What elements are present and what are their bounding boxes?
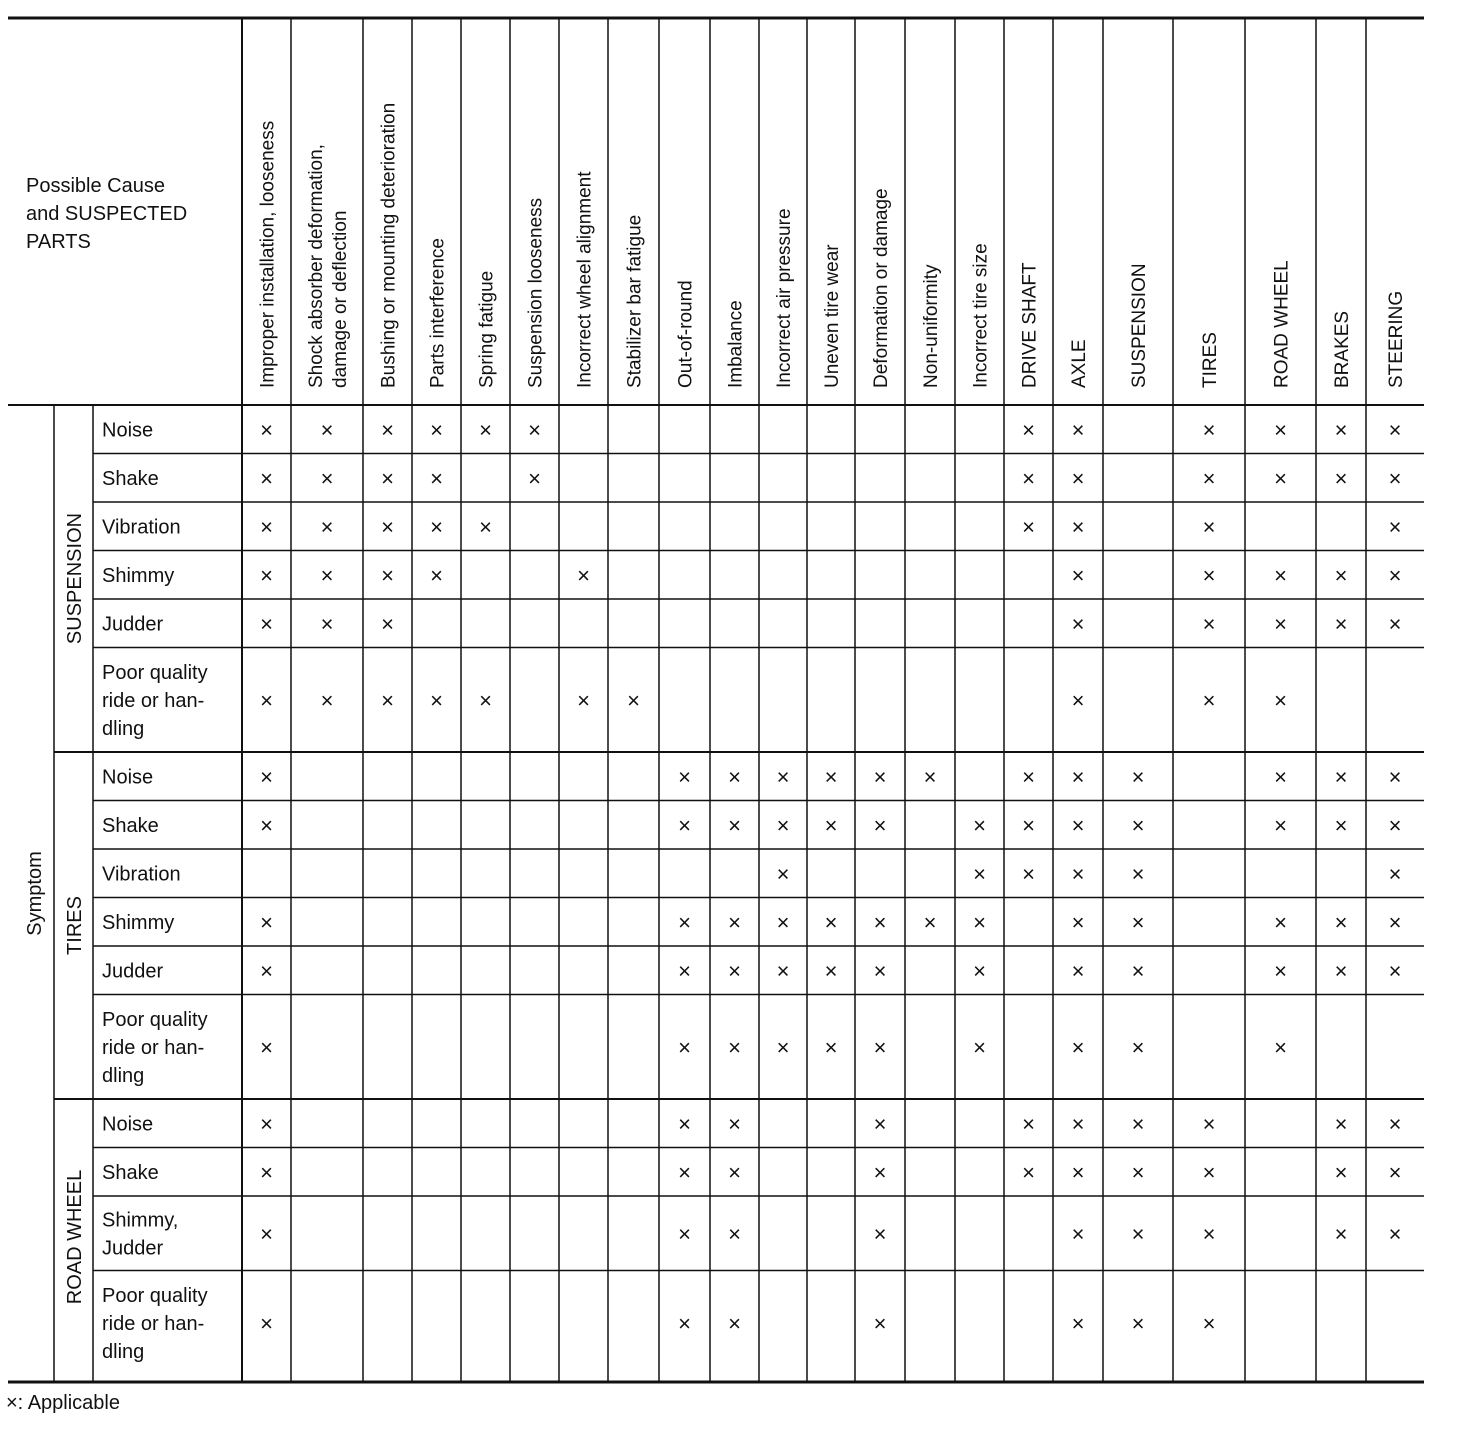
applicable-mark: × (728, 1159, 741, 1185)
applicable-mark: × (973, 861, 986, 887)
applicable-mark: × (1334, 562, 1348, 588)
applicable-mark: × (1022, 417, 1035, 443)
column-header: Bushing or mounting deterioration (378, 102, 400, 388)
applicable-mark: × (260, 417, 273, 443)
column-header: Improper installation, looseness (257, 120, 279, 388)
applicable-mark: × (320, 562, 334, 588)
applicable-mark: × (381, 417, 394, 443)
column-header: Uneven tire wear (822, 244, 843, 388)
applicable-mark: × (430, 687, 443, 713)
applicable-mark: × (1071, 812, 1085, 838)
applicable-mark: × (776, 909, 790, 935)
column-header: Shock absorber deformation, damage or deflection (306, 144, 351, 388)
applicable-mark: × (973, 812, 986, 838)
applicable-mark: × (260, 611, 273, 637)
applicable-mark: × (1388, 909, 1402, 935)
applicable-mark: × (776, 812, 790, 838)
row-label: Shimmy, Judder (102, 1209, 179, 1260)
applicable-mark: × (824, 812, 838, 838)
applicable-mark: × (1022, 861, 1035, 887)
applicable-mark: × (260, 1111, 273, 1137)
applicable-mark: × (1388, 514, 1402, 540)
applicable-mark: × (320, 611, 334, 637)
applicable-mark: × (873, 764, 887, 790)
applicable-mark: × (1388, 562, 1402, 588)
applicable-mark: × (873, 1159, 887, 1185)
applicable-mark: × (1388, 417, 1402, 443)
row-label: Shimmy (102, 564, 175, 587)
column-header: Parts interference (427, 238, 449, 388)
group-label: ROAD WHEEL (64, 1169, 86, 1305)
column-header: Spring fatigue (476, 270, 498, 388)
row-label: Poor quality ride or han-dling (102, 1284, 208, 1363)
group-label: SUSPENSION (64, 512, 86, 645)
applicable-mark: × (873, 1034, 887, 1060)
applicable-mark: × (1388, 958, 1402, 984)
column-header: Incorrect wheel alignment (574, 171, 596, 388)
column-header: STEERING (1386, 290, 1407, 388)
applicable-mark: × (1022, 465, 1035, 491)
applicable-mark: × (1022, 1111, 1035, 1137)
applicable-mark: × (1274, 687, 1287, 713)
column-header: Stabilizer bar fatigue (624, 214, 646, 388)
applicable-mark: × (873, 958, 887, 984)
applicable-mark: × (1202, 562, 1216, 588)
corner-label: Possible Cause and SUSPECTED PARTS (26, 175, 188, 253)
applicable-mark: × (973, 909, 986, 935)
applicable-mark: × (1388, 1111, 1402, 1137)
applicable-mark: × (1071, 958, 1085, 984)
applicable-mark: × (260, 514, 273, 540)
applicable-mark: × (1071, 1159, 1085, 1185)
applicable-mark: × (1274, 812, 1287, 838)
applicable-mark: × (320, 514, 334, 540)
applicable-mark: × (776, 958, 790, 984)
applicable-mark: × (1334, 611, 1348, 637)
applicable-mark: × (627, 687, 640, 713)
symptom-label: Symptom (24, 851, 46, 936)
applicable-mark: × (577, 687, 590, 713)
applicable-mark: × (728, 958, 741, 984)
applicable-mark: × (1202, 465, 1216, 491)
applicable-mark: × (1071, 1111, 1085, 1137)
applicable-mark: × (1202, 1159, 1216, 1185)
applicable-mark: × (678, 764, 691, 790)
applicable-mark: × (728, 812, 741, 838)
column-header: Out-of-round (675, 280, 697, 388)
row-label: Shake (102, 1161, 159, 1184)
applicable-mark: × (430, 562, 443, 588)
applicable-mark: × (1022, 812, 1035, 838)
applicable-mark: × (1022, 764, 1035, 790)
applicable-mark: × (873, 812, 887, 838)
applicable-mark: × (1388, 861, 1402, 887)
applicable-mark: × (728, 1034, 741, 1060)
applicable-mark: × (1202, 417, 1216, 443)
applicable-mark: × (728, 1310, 741, 1336)
applicable-mark: × (1071, 861, 1085, 887)
applicable-mark: × (1334, 1159, 1348, 1185)
applicable-mark: × (1131, 1310, 1145, 1336)
applicable-mark: × (260, 687, 273, 713)
applicable-mark: × (1334, 909, 1348, 935)
applicable-mark: × (381, 562, 394, 588)
applicable-mark: × (1274, 1034, 1287, 1060)
applicable-mark: × (1274, 465, 1287, 491)
applicable-mark: × (320, 417, 334, 443)
applicable-mark: × (1071, 417, 1085, 443)
applicable-mark: × (728, 1111, 741, 1137)
column-header: Deformation or damage (871, 188, 892, 388)
column-header: AXLE (1069, 339, 1090, 388)
applicable-mark: × (1131, 1221, 1145, 1247)
applicable-mark: × (678, 1159, 691, 1185)
applicable-mark: × (728, 909, 741, 935)
applicable-mark: × (260, 764, 273, 790)
applicable-mark: × (1388, 1221, 1402, 1247)
applicable-mark: × (728, 764, 741, 790)
applicable-mark: × (1071, 611, 1085, 637)
applicable-mark: × (1202, 687, 1216, 713)
column-header: TIRES (1200, 332, 1221, 388)
applicable-mark: × (923, 764, 937, 790)
applicable-mark: × (1334, 417, 1348, 443)
applicable-mark: × (973, 958, 986, 984)
applicable-mark: × (320, 465, 334, 491)
applicable-mark: × (1202, 1310, 1216, 1336)
applicable-mark: × (1274, 611, 1287, 637)
applicable-mark: × (1334, 958, 1348, 984)
applicable-mark: × (873, 909, 887, 935)
applicable-mark: × (1202, 514, 1216, 540)
row-label: Judder (102, 613, 164, 636)
applicable-mark: × (873, 1221, 887, 1247)
row-label: Poor quality ride or han-dling (102, 1008, 208, 1087)
applicable-mark: × (1131, 958, 1145, 984)
column-header: BRAKES (1332, 310, 1353, 388)
applicable-mark: × (1274, 909, 1287, 935)
column-header: SUSPENSION (1129, 263, 1150, 388)
applicable-mark: × (728, 1221, 741, 1247)
applicable-mark: × (1388, 1159, 1402, 1185)
applicable-mark: × (1071, 764, 1085, 790)
applicable-mark: × (577, 562, 590, 588)
applicable-mark: × (1334, 1111, 1348, 1137)
applicable-mark: × (824, 764, 838, 790)
row-label: Shake (102, 467, 159, 490)
row-label: Noise (102, 766, 154, 789)
applicable-mark: × (260, 1310, 273, 1336)
row-label: Vibration (102, 516, 181, 539)
applicable-mark: × (1334, 764, 1348, 790)
applicable-mark: × (678, 909, 691, 935)
applicable-mark: × (1131, 1159, 1145, 1185)
applicable-mark: × (1388, 611, 1402, 637)
applicable-mark: × (260, 1159, 273, 1185)
applicable-mark: × (1071, 687, 1085, 713)
legend-note: ×: Applicable (6, 1392, 120, 1414)
applicable-mark: × (528, 417, 541, 443)
column-header: Incorrect air pressure (774, 208, 795, 388)
group-label: TIRES (64, 896, 86, 955)
applicable-mark: × (776, 861, 790, 887)
applicable-mark: × (1388, 812, 1402, 838)
column-header: DRIVE SHAFT (1019, 262, 1041, 388)
applicable-mark: × (1131, 1034, 1145, 1060)
applicable-mark: × (678, 1221, 691, 1247)
row-label: Noise (102, 1113, 154, 1136)
applicable-mark: × (873, 1111, 887, 1137)
applicable-mark: × (1274, 764, 1287, 790)
applicable-mark: × (824, 958, 838, 984)
applicable-mark: × (260, 1221, 273, 1247)
applicable-mark: × (1071, 562, 1085, 588)
applicable-mark: × (381, 611, 394, 637)
applicable-mark: × (1274, 958, 1287, 984)
row-label: Judder (102, 960, 164, 983)
applicable-mark: × (1022, 514, 1035, 540)
applicable-mark: × (430, 465, 443, 491)
applicable-mark: × (479, 687, 492, 713)
applicable-mark: × (320, 687, 334, 713)
applicable-mark: × (1334, 1221, 1348, 1247)
row-label: Shake (102, 814, 159, 837)
applicable-mark: × (1274, 562, 1287, 588)
applicable-mark: × (260, 562, 273, 588)
applicable-mark: × (1131, 812, 1145, 838)
applicable-mark: × (528, 465, 541, 491)
applicable-mark: × (678, 812, 691, 838)
applicable-mark: × (776, 764, 790, 790)
applicable-mark: × (381, 687, 394, 713)
applicable-mark: × (776, 1034, 790, 1060)
applicable-mark: × (381, 465, 394, 491)
applicable-mark: × (260, 812, 273, 838)
applicable-mark: × (1071, 1310, 1085, 1336)
column-header: Imbalance (725, 300, 747, 388)
applicable-mark: × (1071, 514, 1085, 540)
column-header: ROAD WHEEL (1271, 260, 1293, 388)
applicable-mark: × (260, 958, 273, 984)
applicable-mark: × (1131, 861, 1145, 887)
applicable-mark: × (1022, 1159, 1035, 1185)
applicable-mark: × (1202, 1111, 1216, 1137)
applicable-mark: × (1334, 812, 1348, 838)
applicable-mark: × (873, 1310, 887, 1336)
applicable-mark: × (381, 514, 394, 540)
applicable-mark: × (678, 958, 691, 984)
applicable-mark: × (1388, 764, 1402, 790)
applicable-mark: × (479, 417, 492, 443)
applicable-mark: × (678, 1034, 691, 1060)
applicable-mark: × (923, 909, 937, 935)
column-header: Suspension looseness (525, 197, 547, 388)
applicable-mark: × (678, 1310, 691, 1336)
applicable-mark: × (1071, 465, 1085, 491)
applicable-mark: × (479, 514, 492, 540)
applicable-mark: × (1071, 909, 1085, 935)
applicable-mark: × (430, 514, 443, 540)
applicable-mark: × (1202, 1221, 1216, 1247)
applicable-mark: × (1274, 417, 1287, 443)
column-header: Incorrect tire size (970, 243, 992, 388)
row-label: Shimmy (102, 911, 175, 934)
applicable-mark: × (1071, 1034, 1085, 1060)
row-label: Poor quality ride or han-dling (102, 661, 208, 740)
applicable-mark: × (260, 909, 273, 935)
applicable-mark: × (1131, 1111, 1145, 1137)
applicable-mark: × (973, 1034, 986, 1060)
applicable-mark: × (1131, 764, 1145, 790)
applicable-mark: × (824, 1034, 838, 1060)
applicable-mark: × (1202, 611, 1216, 637)
applicable-mark: × (1131, 909, 1145, 935)
applicable-mark: × (824, 909, 838, 935)
column-header: Non-uniformity (921, 264, 942, 388)
applicable-mark: × (260, 1034, 273, 1060)
row-label: Vibration (102, 863, 181, 886)
applicable-mark: × (678, 1111, 691, 1137)
row-label: Noise (102, 419, 154, 442)
applicable-mark: × (1071, 1221, 1085, 1247)
applicable-mark: × (430, 417, 443, 443)
applicable-mark: × (1334, 465, 1348, 491)
applicable-mark: × (1388, 465, 1402, 491)
applicable-mark: × (260, 465, 273, 491)
